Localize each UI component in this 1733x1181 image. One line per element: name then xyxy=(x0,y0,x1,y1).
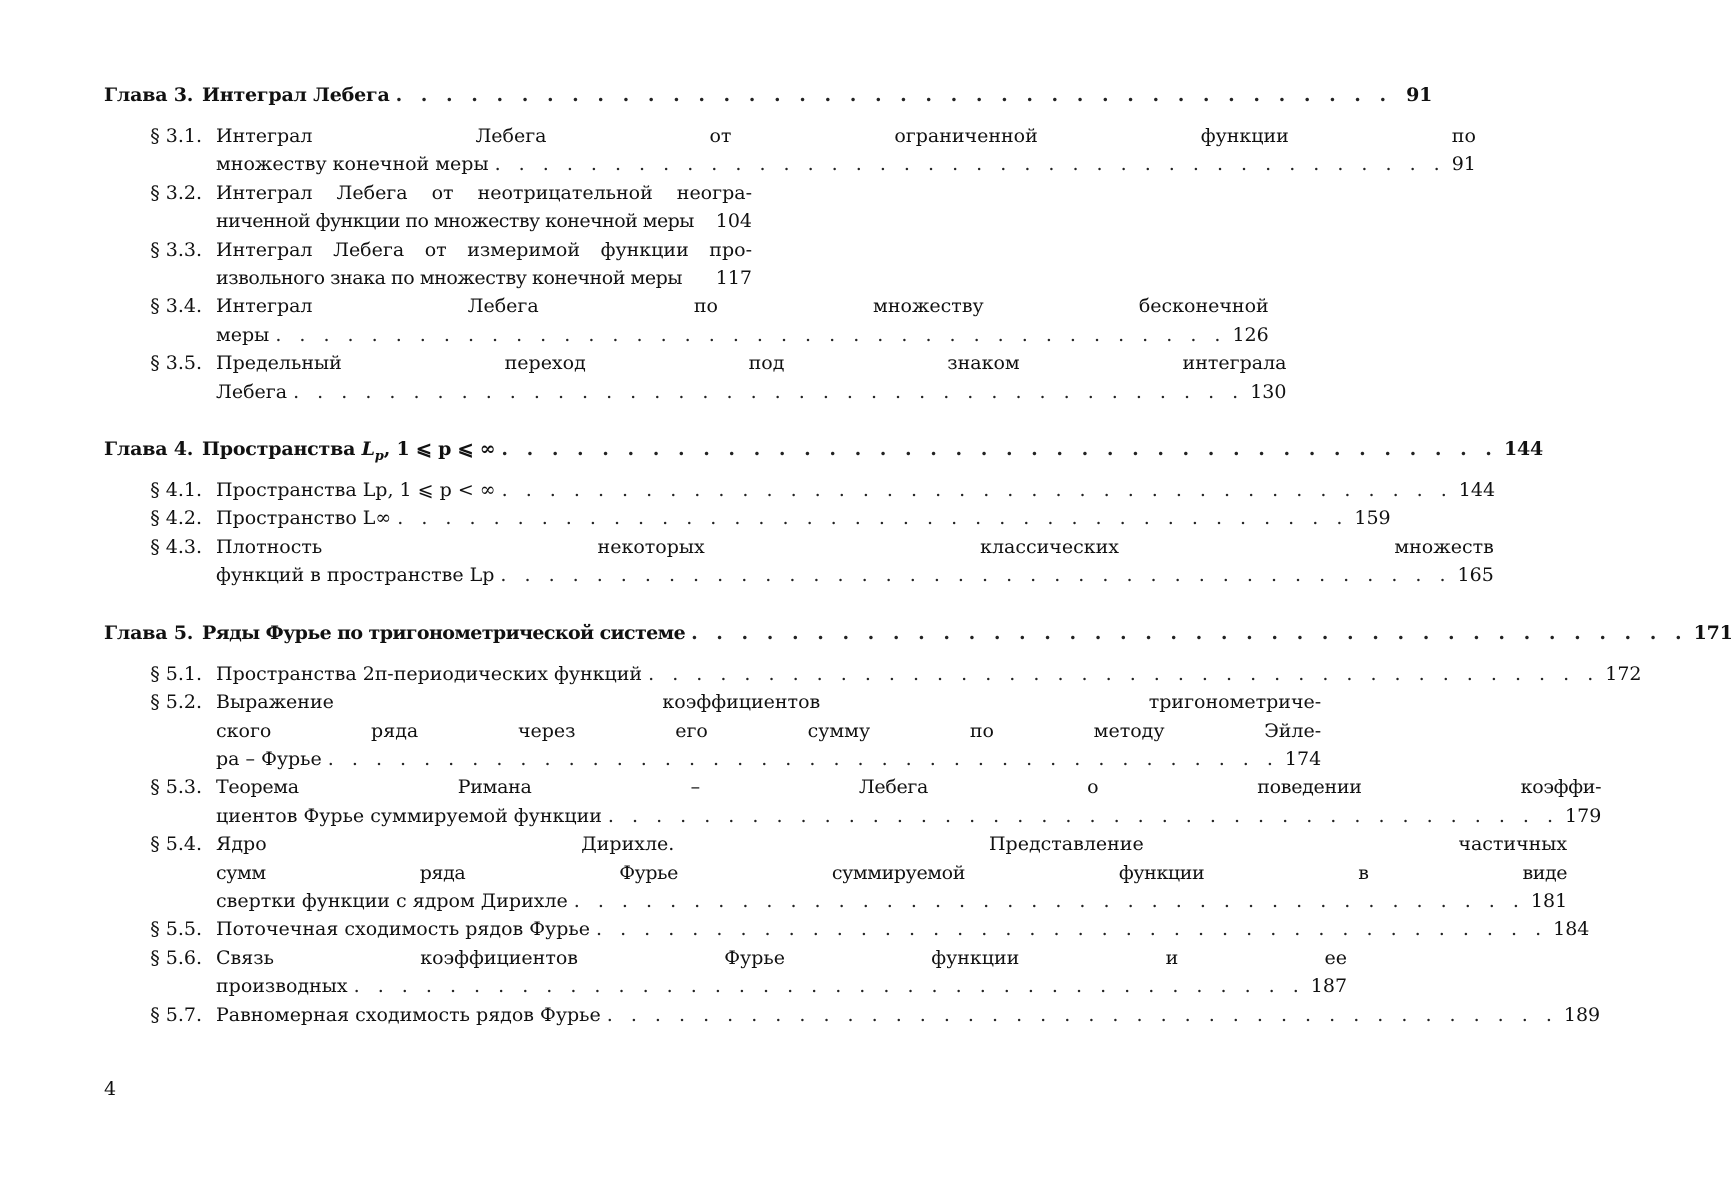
section-number: § 5.2. xyxy=(150,691,202,714)
entry-page: 184 xyxy=(1553,918,1590,941)
toc-entry[interactable] xyxy=(104,122,1476,179)
chapter-page: 91 xyxy=(1406,84,1433,106)
entry-text: Равномерная сходимость рядов Фурье xyxy=(216,1003,601,1026)
toc-entry[interactable] xyxy=(104,773,1602,830)
leader-dots: . . . . . . . . . . . . . . . . . . . . . . . . . . . . . . . . . . . . . . . . xyxy=(648,662,1600,685)
section-number: § 4.1. xyxy=(150,479,202,502)
chapter-5 xyxy=(104,618,1733,1029)
entry-page: 126 xyxy=(1232,323,1269,346)
chapter-label: Глава 5. xyxy=(104,621,194,644)
chapter-heading[interactable] xyxy=(104,434,1543,464)
chapter-label: Глава 4. xyxy=(104,438,194,461)
table-of-contents xyxy=(104,80,1733,1029)
entry-text: Пространство L∞ xyxy=(216,507,392,530)
leader-dots: . . . . . . . . . . . . . . . . . . . . . . . . . . . . . . . . . . . . . . . . xyxy=(691,621,1688,644)
entry-text: Интеграл Лебега от измеримой функции про- xyxy=(216,238,752,261)
entry-page: 159 xyxy=(1354,507,1391,530)
entry-page: 181 xyxy=(1530,889,1568,912)
section-number: § 4.2. xyxy=(150,507,202,530)
toc-entry[interactable] xyxy=(104,915,1590,943)
toc-entry[interactable] xyxy=(104,236,752,293)
chapter-4 xyxy=(104,434,1543,590)
entry-page: 174 xyxy=(1284,747,1322,770)
toc-entry[interactable] xyxy=(104,349,1287,406)
entry-page: 179 xyxy=(1565,804,1602,827)
leader-dots: . . . . . . . . . . . . . . . . . . . . . . . . . . . . . . . . . . . . . . . . xyxy=(501,438,1498,461)
section-number: § 5.4. xyxy=(150,833,202,856)
toc-entry[interactable] xyxy=(104,688,1322,773)
chapter-title: Ряды Фурье по тригонометрической системе xyxy=(202,621,686,644)
entry-text: Лебега xyxy=(216,380,288,403)
toc-entry[interactable] xyxy=(104,504,1391,532)
entry-page: 144 xyxy=(1458,479,1496,502)
entry-text: циентов Фурье суммируемой функции xyxy=(216,804,602,827)
entry-page: 165 xyxy=(1457,564,1494,587)
toc-entry[interactable] xyxy=(104,533,1494,590)
leader-dots: . . . . . . . . . . . . . . . . . . . . . . . . . . . . . . . . . . . . . . . . xyxy=(595,918,1548,941)
leader-dots: . . . . . . . . . . . . . . . . . . . . . . . . . . . . . . . . . . . . . . . . xyxy=(500,564,1452,587)
entry-text: Теорема Римана – Лебега о поведении коэффи- xyxy=(216,776,1602,799)
entry-text: ского ряда через его сумму по методу Эйле- xyxy=(216,719,1322,742)
leader-dots: . . . . . . . . . . . . . . . . . . . . . . . . . . . . . . . . . . . . . . . . xyxy=(494,153,1446,176)
section-number: § 5.5. xyxy=(150,918,202,941)
leader-dots: . . . . . . . . . . . . . . . . . . . . . . . . . . . . . . . . . . . . . . . . xyxy=(606,1003,1558,1026)
leader-dots: . . . . . . . . . . . . . . . . . . . . . . . . . . . . . . . . . . . . . . . . xyxy=(607,804,1560,827)
leader-dots: . . . . . . . . . . . . . . . . . . . . . . . . . . . . . . . . . . . . . . . . xyxy=(353,975,1305,998)
leader-dots: . . . . . . . . . . . . . . . . . . . . . . . . . . . . . . . . . . . . . . . . xyxy=(327,747,1279,770)
entry-text: функций в пространстве Lp xyxy=(216,564,495,587)
leader-dots: . . . . . . . . . . . . . . . . . . . . . . . . . . . . . . . . . . . . . . . . xyxy=(395,84,1393,106)
leader-dots: . . . . . . . . . . . . . . . . . . . . . . . . . . . . . . . . . . . . . . . . xyxy=(397,507,1349,530)
section-number: § 3.5. xyxy=(150,352,202,375)
toc-entry[interactable] xyxy=(104,944,1348,1001)
entry-page: 130 xyxy=(1250,380,1287,403)
entry-page: 117 xyxy=(715,267,752,290)
entry-text: свертки функции с ядром Дирихле xyxy=(216,889,568,912)
leader-dots: . . . . . . . . . . . . . . . . . . . . . . . . . . . . . . . . . . . . . . . . xyxy=(501,479,1453,502)
entry-page: 187 xyxy=(1310,975,1348,998)
chapter-title: Интеграл Лебега xyxy=(202,84,390,106)
entry-text: сумм ряда Фурье суммируемой функции в виде xyxy=(216,861,1568,884)
entry-page: 91 xyxy=(1451,153,1476,176)
toc-entry[interactable] xyxy=(104,476,1496,504)
entry-text: множеству конечной меры xyxy=(216,153,489,176)
entry-text: ниченной функции по множеству конечной меры xyxy=(216,210,694,233)
entry-text: Поточечная сходимость рядов Фурье xyxy=(216,918,590,941)
chapter-label: Глава 3. xyxy=(104,84,194,106)
entry-text: Пространства 2π-периодических функций xyxy=(216,662,643,685)
toc-entry[interactable] xyxy=(104,830,1568,915)
section-number: § 5.7. xyxy=(150,1003,202,1026)
entry-text: Связь коэффициентов Фурье функции и ее xyxy=(216,946,1348,969)
chapter-title: Пространства $L_p$, 1 ⩽ p ⩽ ∞ xyxy=(202,438,496,464)
section-number: § 5.3. xyxy=(150,776,202,799)
section-number: § 3.2. xyxy=(150,181,202,204)
chapter-page: 144 xyxy=(1503,438,1543,461)
toc-entry[interactable] xyxy=(104,292,1269,349)
leader-dots: . . . . . . . . . . . . . . . . . . . . . . . . . . . . . . . . . . . . . . . . xyxy=(275,323,1227,346)
entry-text: ра – Фурье xyxy=(216,747,322,770)
section-number: § 5.6. xyxy=(150,946,202,969)
toc-entry[interactable] xyxy=(104,179,752,236)
entry-text: Интеграл Лебега по множеству бесконечной xyxy=(216,295,1269,318)
chapter-heading[interactable] xyxy=(104,80,1433,110)
toc-entry[interactable] xyxy=(104,660,1642,688)
section-number: § 3.4. xyxy=(150,295,202,318)
section-number: § 5.1. xyxy=(150,662,202,685)
section-number: § 4.3. xyxy=(150,535,202,558)
section-number: § 3.3. xyxy=(150,238,202,261)
page-number: 4 xyxy=(104,1078,117,1100)
entry-text: Плотность некоторых классических множеств xyxy=(216,535,1494,558)
toc-entry[interactable] xyxy=(104,1001,1601,1029)
entry-text: Интеграл Лебега от ограниченной функции по xyxy=(216,125,1476,147)
chapter-page: 171 xyxy=(1693,621,1733,644)
entry-text: Пространства Lp, 1 ⩽ p < ∞ xyxy=(216,479,496,502)
entry-text: Выражение коэффициентов тригонометриче- xyxy=(216,691,1322,714)
entry-text: меры xyxy=(216,323,270,346)
leader-dots: . . . . . . . . . . . . . . . . . . . . . . . . . . . . . . . . . . . . . . . . xyxy=(293,380,1245,403)
entry-text: производных xyxy=(216,975,348,998)
leader-dots: . . . . . . . . . . . . . . . . . . . . . . . . . . . . . . . . . . . . . . . . xyxy=(573,889,1525,912)
entry-text: Ядро Дирихле. Представление частичных xyxy=(216,833,1568,856)
entry-page: 189 xyxy=(1563,1003,1601,1026)
section-number: § 3.1. xyxy=(150,125,202,147)
entry-text: Интеграл Лебега от неотрицательной неогра- xyxy=(216,181,752,204)
entry-text: Предельный переход под знаком интеграла xyxy=(216,352,1287,375)
entry-page: 172 xyxy=(1605,662,1642,685)
chapter-heading[interactable] xyxy=(104,618,1733,648)
entry-page: 104 xyxy=(715,210,752,233)
entry-text: извольного знака по множеству конечной меры xyxy=(216,267,683,290)
chapter-3 xyxy=(104,80,1476,406)
